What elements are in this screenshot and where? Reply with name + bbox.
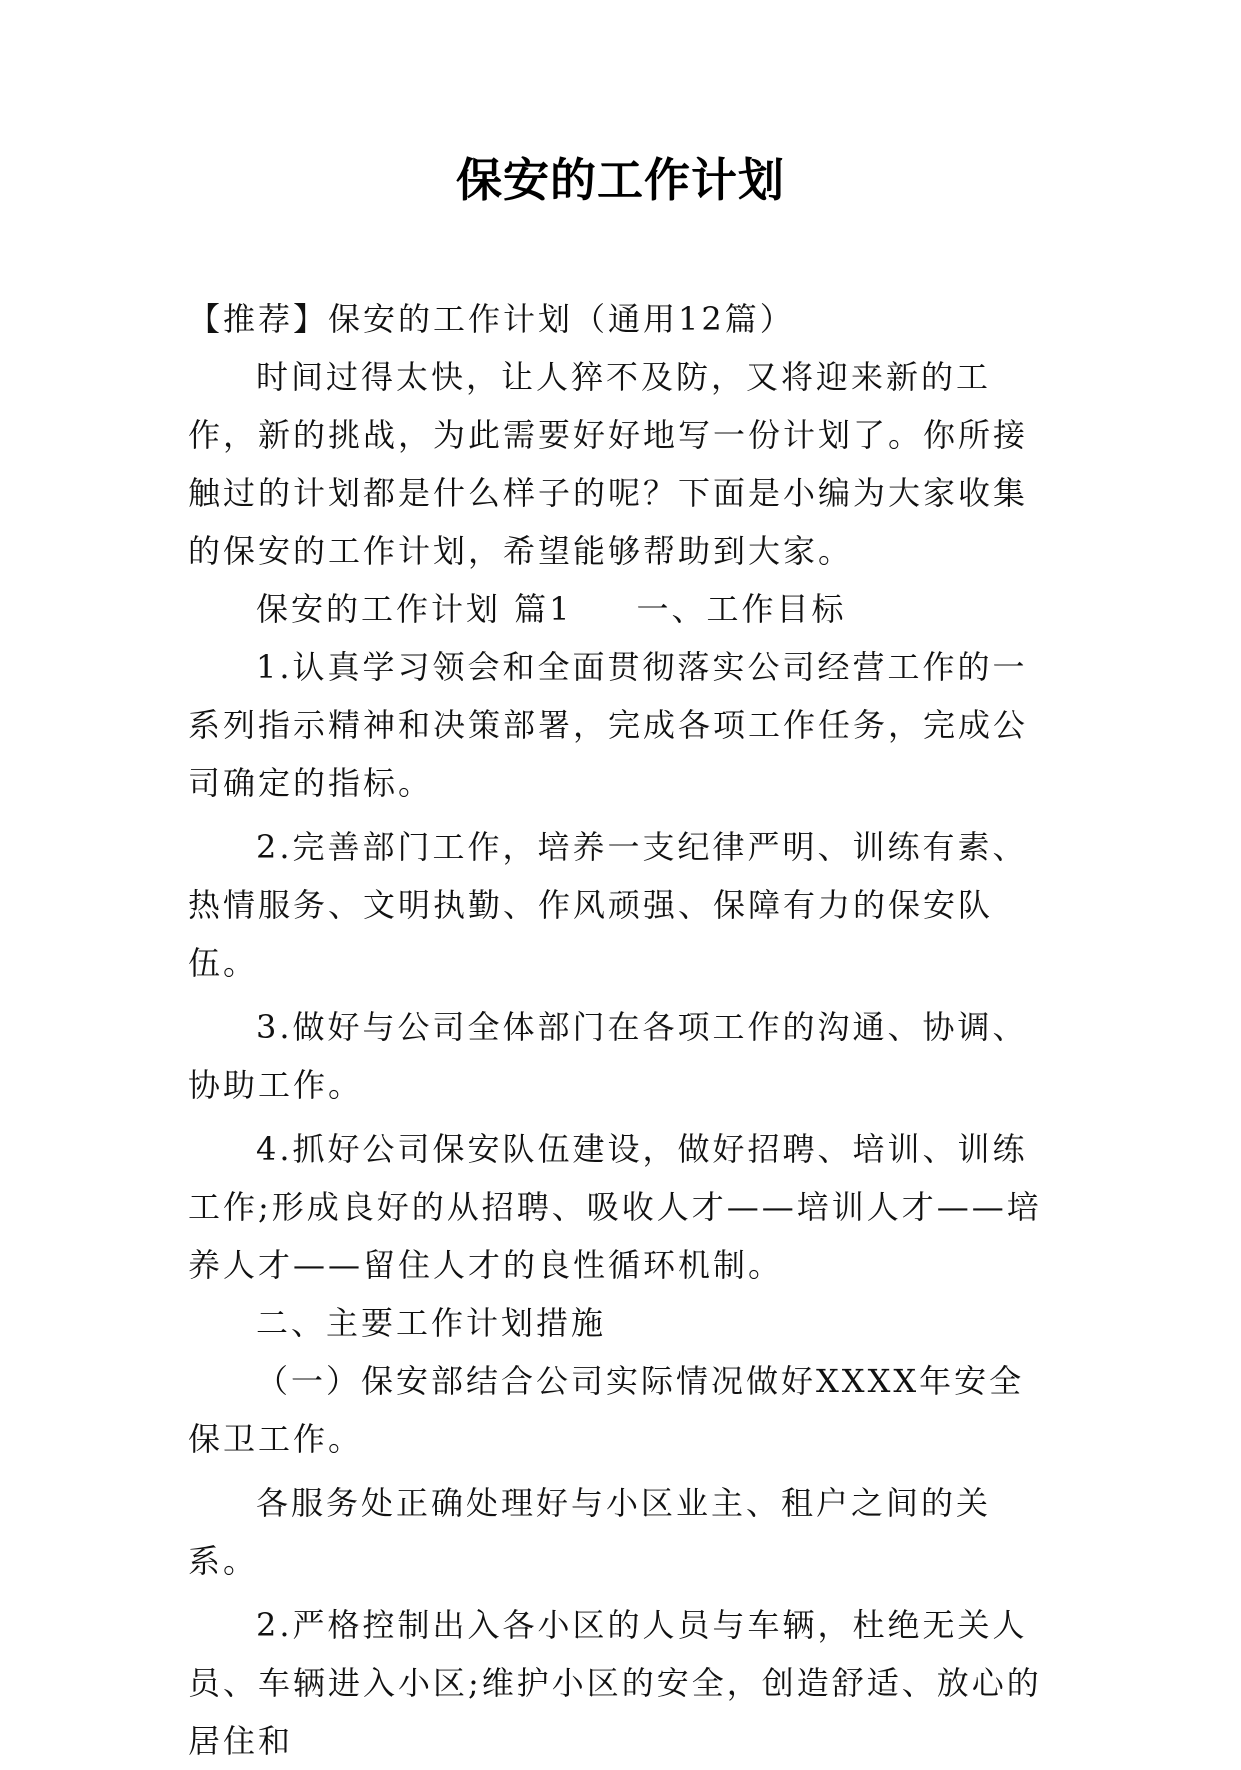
measures-heading: 二、主要工作计划措施 (256, 1304, 607, 1342)
document-body (188, 290, 1058, 1770)
section-line (188, 580, 1058, 638)
section-label: 保安的工作计划 篇1 (256, 590, 573, 628)
goal-item-4: 4.抓好公司保安队伍建设，做好招聘、培训、训练工作;形成良好的从招聘、吸收人才——培训人才——培养人才——留住人才的良性循环机制。 (188, 1130, 1042, 1284)
document-title: 保安的工作计划 (456, 153, 785, 207)
relation-paragraph: 各服务处正确处理好与小区业主、租户之间的关系。 (188, 1484, 992, 1580)
control-paragraph: 2.严格控制出入各小区的人员与车辆，杜绝无关人员、车辆进入小区;维护小区的安全，创造舒适、放心的居住和 (188, 1606, 1042, 1760)
subtitle-line: 【推荐】保安的工作计划（通用12篇） (188, 300, 795, 338)
measures-sub-1: （一）保安部结合公司实际情况做好XXXX年安全保卫工作。 (188, 1362, 1025, 1458)
goal-item-1: 1.认真学习领会和全面贯彻落实公司经营工作的一系列指示精神和决策部署，完成各项工作任务，完成公司确定的指标。 (188, 648, 1029, 802)
goal-item-3: 3.做好与公司全体部门在各项工作的沟通、协调、协助工作。 (188, 1008, 1028, 1104)
section-heading: 一、工作目标 (636, 590, 847, 628)
goal-item-2: 2.完善部门工作，培养一支纪律严明、训练有素、热情服务、文明执勤、作风顽强、保障有力的保安队伍。 (188, 828, 1028, 982)
intro-paragraph: 时间过得太快，让人猝不及防，又将迎来新的工作，新的挑战，为此需要好好地写一份计划了。你所接触过的计划都是什么样子的呢？下面是小编为大家收集的保安的工作计划，希望能够帮助到大家。 (188, 358, 1029, 570)
